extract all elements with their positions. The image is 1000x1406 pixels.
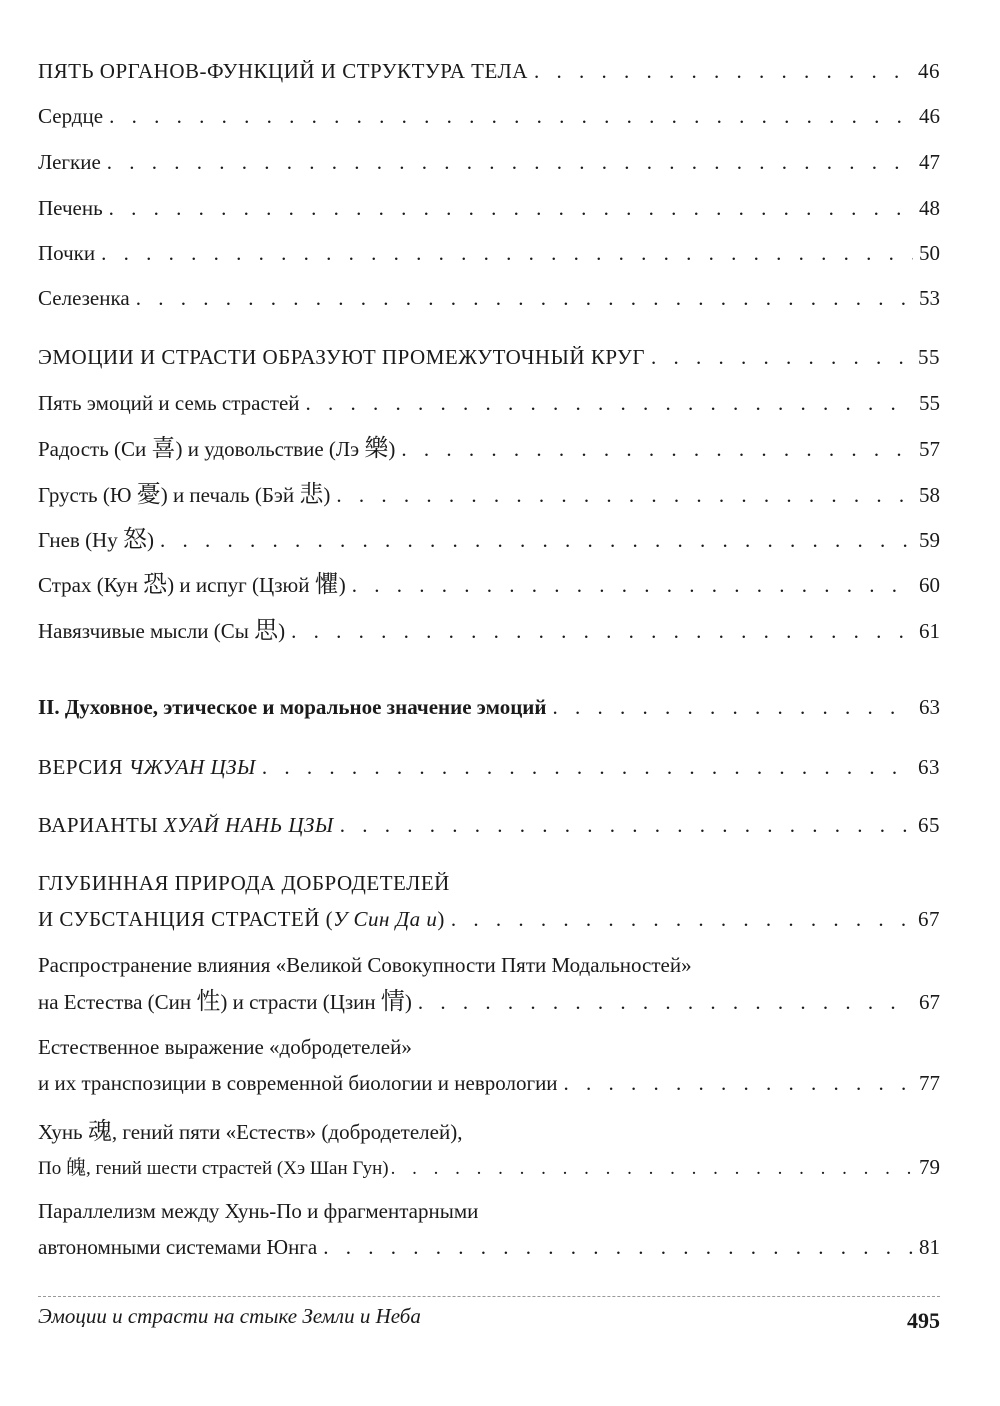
toc-entry-page: 46 [918, 59, 940, 83]
hanzi-glyph: 情 [380, 987, 405, 1015]
toc-entry-page: 50 [919, 241, 940, 265]
toc-entry-anger [38, 516, 940, 562]
toc-entry-spleen [38, 275, 940, 321]
toc-entry-title-line2: автономными системами Юнга [38, 1235, 318, 1259]
toc-entry-heart [38, 93, 940, 139]
toc-entry-page: 48 [919, 196, 940, 220]
leader-dots [101, 230, 913, 276]
leader-dots [553, 684, 913, 730]
toc-entry-page: 67 [919, 990, 940, 1014]
toc-entry-page: 65 [918, 813, 940, 837]
toc-entry-kidneys [38, 230, 940, 276]
leader-dots [564, 1060, 913, 1106]
hanzi-glyph: 悲 [299, 480, 324, 508]
toc-entry-title: Радость (Си 喜) и удовольствие (Лэ 樂) [38, 434, 396, 462]
toc-entry-obsessive-thoughts [38, 607, 940, 653]
toc-entry-part-two [38, 684, 940, 730]
toc-entry-page: 55 [918, 345, 940, 369]
toc-entry-page: 67 [918, 907, 940, 931]
toc-entry-page: 63 [919, 695, 940, 719]
toc-entry-lungs [38, 139, 940, 185]
toc-entry-title: Легкие [38, 150, 101, 174]
toc-entry-page: 58 [919, 483, 940, 507]
leader-dots [136, 275, 913, 321]
leader-dots [306, 380, 913, 426]
hanzi-glyph: 性 [196, 987, 221, 1015]
hanzi-glyph: 恐 [143, 570, 168, 598]
toc-entry-page: 60 [919, 573, 940, 597]
toc-entry-title: Сердце [38, 104, 104, 128]
toc-entry-title: Гнев (Ну 怒) [38, 525, 154, 553]
running-footer-title: Эмоции и страсти на стыке Земли и Неба [38, 1304, 421, 1328]
toc-entry-title: II. Духовное, этическое и моральное значение эмоций [38, 695, 547, 719]
toc-entry-sadness [38, 471, 940, 517]
hanzi-glyph: 樂 [364, 434, 389, 462]
leader-dots [651, 334, 912, 380]
leader-dots [323, 1224, 913, 1270]
toc-entry-title: ВЕРСИЯ ЧЖУАН ЦЗЫ [38, 755, 256, 779]
toc-entry-title-line1: Хунь 魂, гений пяти «Естеств» (добродетелей), [38, 1117, 463, 1145]
toc-entry-five-emotions [38, 380, 940, 426]
leader-dots [391, 1146, 917, 1192]
leader-dots [262, 744, 912, 790]
toc-entry-title: Печень [38, 196, 103, 220]
leader-dots [160, 517, 913, 563]
toc-entry-title-line1: Параллелизм между Хунь-По и фрагментарными [38, 1199, 479, 1223]
toc-entry-title-line2: на Естества (Син 性) и страсти (Цзин 情) [38, 987, 412, 1015]
toc-entry-title-line2: И СУБСТАНЦИЯ СТРАСТЕЙ (У Син Да и) [38, 907, 445, 931]
toc-entry-huainanzi-variants [38, 802, 940, 848]
leader-dots [336, 472, 913, 518]
leader-dots [109, 185, 913, 231]
toc-entry-title: Страх (Кун 恐) и испуг (Цзюй 懼) [38, 570, 346, 598]
hanzi-glyph: 憂 [136, 480, 161, 508]
toc-entry-title-line2: По 魄, гений шести страстей (Хэ Шан Гун) [38, 1155, 389, 1179]
leader-dots [401, 426, 913, 472]
toc-entry-page: 46 [919, 104, 940, 128]
footer-divider [38, 1296, 940, 1297]
toc-entry-page: 55 [919, 391, 940, 415]
toc-entry-title: Пять эмоций и семь страстей [38, 391, 300, 415]
leader-dots [291, 608, 913, 654]
leader-dots [352, 562, 913, 608]
toc-entry-great-totality [38, 942, 940, 1032]
toc-entry-page: 59 [919, 528, 940, 552]
toc-entry-section-emotions [38, 334, 940, 380]
toc-entry-deep-nature [38, 860, 940, 950]
hanzi-glyph: 懼 [314, 570, 339, 598]
toc-entry-title: ВАРИАНТЫ ХУАЙ НАНЬ ЦЗЫ [38, 813, 334, 837]
leader-dots [340, 802, 912, 848]
hanzi-glyph: 思 [254, 616, 279, 644]
hanzi-glyph: 魄 [65, 1155, 86, 1179]
toc-entry-title: ПЯТЬ ОРГАНОВ-ФУНКЦИЙ И СТРУКТУРА ТЕЛА [38, 59, 528, 83]
toc-entry-title: ЭМОЦИИ И СТРАСТИ ОБРАЗУЮТ ПРОМЕЖУТОЧНЫЙ КРУГ [38, 345, 645, 369]
toc-entry-joy [38, 425, 940, 471]
toc-entry-page: 63 [918, 755, 940, 779]
toc-entry-page: 61 [919, 619, 940, 643]
hanzi-glyph: 喜 [151, 434, 176, 462]
toc-entry-page: 79 [919, 1155, 940, 1179]
toc-entry-title: Селезенка [38, 286, 130, 310]
toc-entry-title-line1: Естественное выражение «добродетелей» [38, 1035, 412, 1059]
toc-entry-page: 53 [919, 286, 940, 310]
toc-entry-page: 77 [919, 1071, 940, 1095]
leader-dots [418, 979, 913, 1025]
hanzi-glyph: 怒 [122, 525, 147, 553]
toc-entry-title-line1: Распространение влияния «Великой Совокупности Пяти Модальностей» [38, 953, 692, 977]
toc-entry-page: 57 [919, 437, 940, 461]
leader-dots [109, 93, 913, 139]
toc-entry-section-organs [38, 48, 940, 94]
toc-entry-jung-parallelism [38, 1188, 940, 1278]
toc-entry-fear [38, 561, 940, 607]
toc-page [38, 0, 940, 1406]
leader-dots [451, 896, 912, 942]
leader-dots [534, 48, 912, 94]
toc-entry-page: 81 [919, 1235, 940, 1259]
toc-entry-liver [38, 185, 940, 231]
toc-entry-zhuangzi-version [38, 744, 940, 790]
leader-dots [107, 139, 913, 185]
toc-entry-title: Навязчивые мысли (Сы 思) [38, 616, 286, 644]
toc-entry-hun-po [38, 1108, 940, 1198]
toc-entry-title-line2: и их транспозиции в современной биологии и неврологии [38, 1071, 558, 1095]
toc-entry-natural-expression [38, 1024, 940, 1114]
page-number: 495 [907, 1308, 940, 1333]
toc-entry-title-line1: ГЛУБИННАЯ ПРИРОДА ДОБРОДЕТЕЛЕЙ [38, 871, 450, 895]
toc-entry-title: Грусть (Ю 憂) и печаль (Бэй 悲) [38, 480, 331, 508]
toc-entry-page: 47 [919, 150, 940, 174]
toc-entry-title: Почки [38, 241, 96, 265]
hanzi-glyph: 魂 [87, 1117, 112, 1145]
